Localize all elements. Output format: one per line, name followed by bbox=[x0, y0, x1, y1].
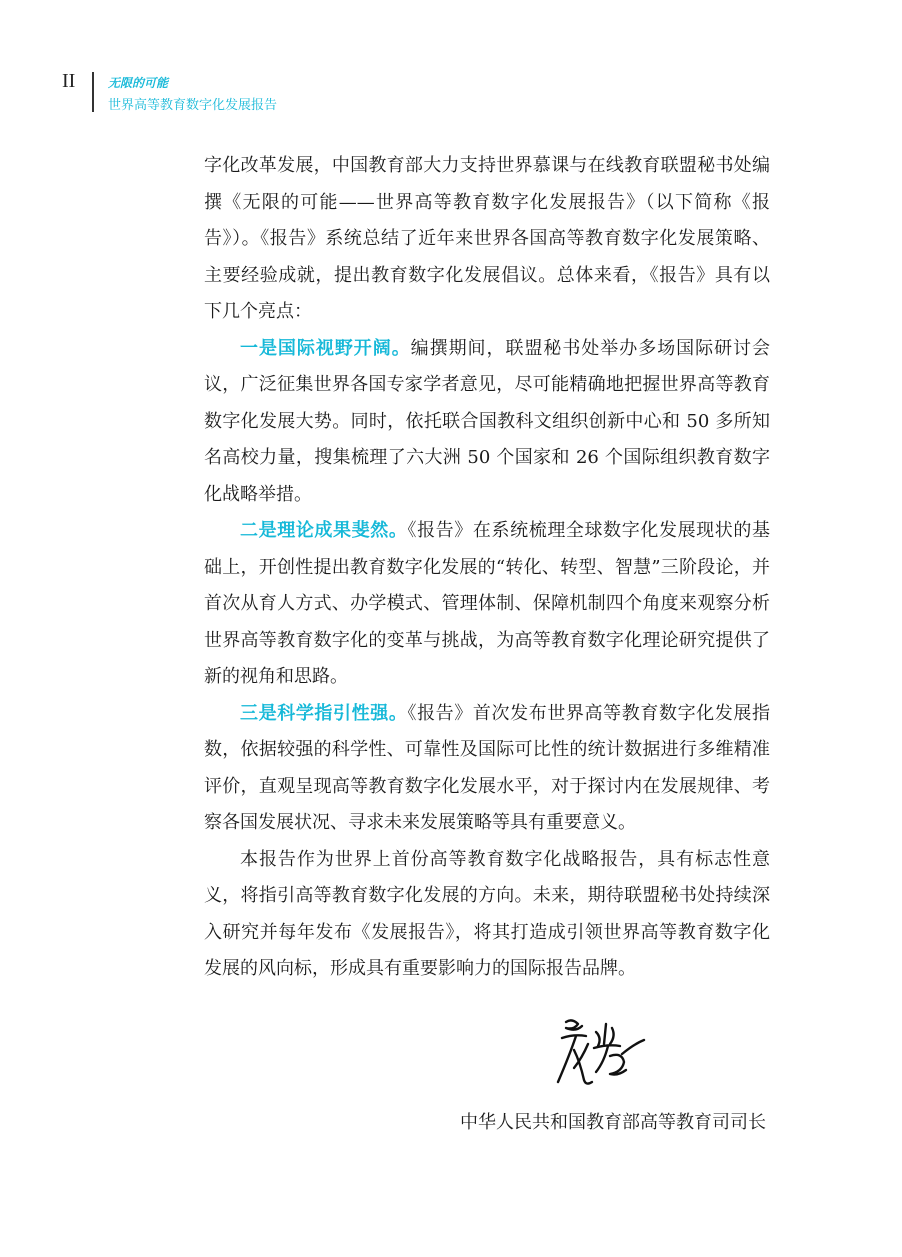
paragraph-intro: 字化改革发展，中国教育部大力支持世界慕课与在线教育联盟秘书处编撰《无限的可能——世界高等教育数字化发展报告》（以下简称《报告》）。《报告》系统总结了近年来世界各国高等教育数字化发展策略、主要经验成就，提出教育数字化发展倡议。总体来看，《报告》具有以下几个亮点： bbox=[204, 155, 770, 322]
paragraph-text-2: 《报告》在系统梳理全球数字化发展现状的基础上，开创性提出教育数字化发展的“转化、转型、智慧”三阶段论，并首次从育人方式、办学模式、管理体制、保障机制四个角度来观察分析世界高等教育数字化的变革与挑战，为高等教育数字化理论研究提供了新的视角和思路。 bbox=[204, 520, 771, 687]
handwritten-signature bbox=[552, 1014, 648, 1090]
body-text bbox=[204, 148, 770, 988]
highlight-heading-2: 二是理论成果斐然。 bbox=[240, 520, 408, 541]
highlight-heading-1: 一是国际视野开阔。 bbox=[240, 337, 411, 359]
paragraph-conclusion: 本报告作为世界上首份高等教育数字化战略报告，具有标志性意义，将指引高等教育数字化发展的方向。未来，期待联盟秘书处持续深入研究并每年发布《发展报告》，将其打造成引领世界高等教育数字化发展的风向标，形成具有重要影响力的国际报告品牌。 bbox=[204, 848, 770, 979]
paragraph-text-1: 编撰期间，联盟秘书处举办多场国际研讨会议，广泛征集世界各国专家学者意见，尽可能精确地把握世界高等教育数字化发展大势。同时，依托联合国教科文组织创新中心和 50 多所知名高校力量，搜集梳理了六大洲 50 个国家和 26 个国际组织教育数字化战略举措。 bbox=[204, 337, 771, 505]
highlight-heading-3: 三是科学指引性强。 bbox=[240, 702, 408, 724]
signer-title: 中华人民共和国教育部高等教育司司长 bbox=[460, 1112, 766, 1133]
series-title: 无限的可能 bbox=[108, 76, 169, 90]
paragraph-highlight-1 bbox=[204, 331, 770, 514]
page-number: II bbox=[62, 70, 76, 92]
paragraph-highlight-3 bbox=[204, 696, 770, 842]
header-divider bbox=[92, 72, 94, 112]
paragraph-highlight-2 bbox=[204, 513, 770, 696]
paragraph-text-3: 《报告》首次发布世界高等教育数字化发展指数，依据较强的科学性、可靠性及国际可比性的统计数据进行多维精准评价，直观呈现高等教育数字化发展水平，对于探讨内在发展规律、考察各国发展状况、寻求未来发展策略等具有重要意义。 bbox=[204, 702, 771, 833]
book-title: 世界高等教育数字化发展报告 bbox=[108, 98, 278, 113]
